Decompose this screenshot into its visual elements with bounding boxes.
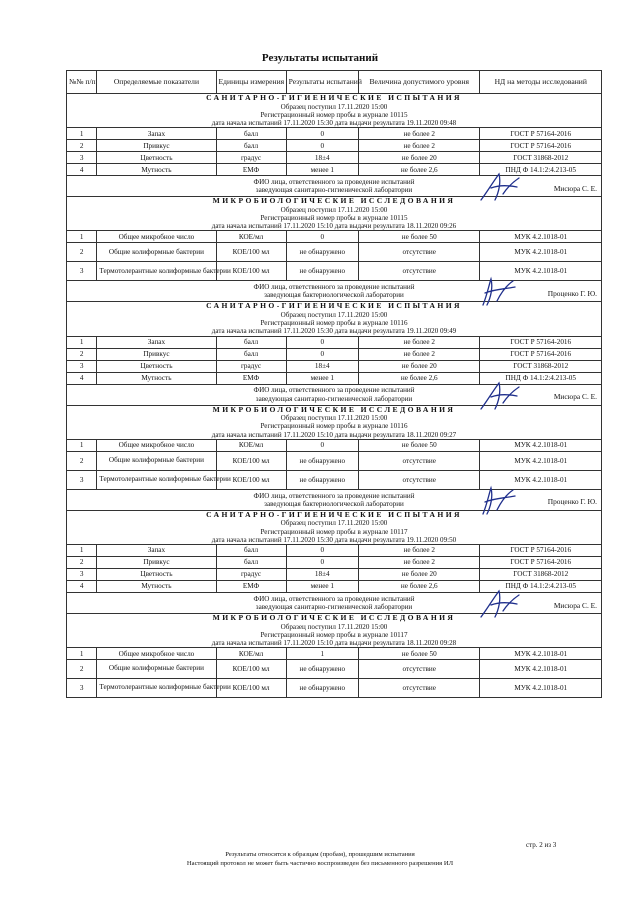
- cell-limit: не более 2,6: [359, 372, 480, 384]
- responsible-cell: [67, 384, 602, 405]
- cell-result: 0: [286, 439, 358, 451]
- section-header-cell: [67, 613, 602, 647]
- cell-unit: градус: [216, 152, 286, 164]
- header-method: НД на методы исследований: [480, 71, 602, 94]
- cell-indicator: Мутность: [97, 164, 216, 176]
- footer-line-2: Настоящий протокол не может быть частично воспроизведен без письменного разрешения ИЛ: [186, 859, 454, 867]
- cell-result: не обнаружено: [286, 470, 358, 489]
- cell-limit: отсутствие: [359, 679, 480, 698]
- section-header-cell: [67, 197, 602, 231]
- section-header-cell: [67, 302, 602, 336]
- cell-indicator: Общее микробное число: [97, 648, 216, 660]
- cell-result: менее 1: [286, 580, 358, 592]
- cell-unit: градус: [216, 568, 286, 580]
- cell-number: 2: [67, 243, 97, 262]
- section-header-cell: [67, 94, 602, 128]
- cell-limit: не более 50: [359, 648, 480, 660]
- cell-limit: отсутствие: [359, 243, 480, 262]
- cell-unit: КОЕ/мл: [216, 439, 286, 451]
- results-body: [67, 94, 602, 698]
- cell-method: МУК 4.2.1018-01: [480, 243, 602, 262]
- cell-limit: отсутствие: [359, 262, 480, 281]
- cell-result: 0: [286, 336, 358, 348]
- responsible-row: [67, 592, 602, 613]
- cell-unit: балл: [216, 556, 286, 568]
- responsible-name: Проценко Г. Ю.: [547, 497, 597, 507]
- header-unit: Единицы измерения: [216, 71, 286, 94]
- table-row: [67, 128, 602, 140]
- cell-unit: КОЕ/100 мл: [216, 470, 286, 489]
- footer: [0, 851, 640, 869]
- cell-number: 2: [67, 348, 97, 360]
- cell-limit: не более 20: [359, 568, 480, 580]
- section-title: САНИТАРНО-ГИГИЕНИЧЕСКИЕ ИСПЫТАНИЯ: [206, 301, 462, 311]
- cell-indicator: Привкус: [97, 556, 216, 568]
- responsible-row: [67, 281, 602, 302]
- cell-result: 0: [286, 231, 358, 243]
- cell-result: 18±4: [286, 152, 358, 164]
- cell-result: 0: [286, 556, 358, 568]
- cell-unit: КОЕ/100 мл: [216, 262, 286, 281]
- footer-line-1: Результаты относятся к образцам (пробам), прошедшим испытания: [225, 851, 415, 858]
- cell-method: ГОСТ 31868-2012: [480, 152, 602, 164]
- cell-indicator: Привкус: [97, 140, 216, 152]
- cell-limit: отсутствие: [359, 660, 480, 679]
- cell-result: 1: [286, 648, 358, 660]
- cell-number: 1: [67, 648, 97, 660]
- table-row: [67, 164, 602, 176]
- table-row: [67, 360, 602, 372]
- cell-indicator: Мутность: [97, 580, 216, 592]
- cell-unit: балл: [216, 128, 286, 140]
- cell-indicator: Цветность: [97, 568, 216, 580]
- cell-number: 3: [67, 568, 97, 580]
- cell-method: ГОСТ Р 57164-2016: [480, 336, 602, 348]
- section-title: МИКРОБИОЛОГИЧЕСКИЕ ИССЛЕДОВАНИЯ: [212, 196, 456, 206]
- sample-received: Образец поступил 17.11.2020 15:00: [280, 622, 388, 631]
- responsible-cell: [67, 489, 602, 510]
- registration-number: Регистрационный номер пробы в журнале 10115: [260, 214, 408, 223]
- cell-method: ГОСТ Р 57164-2016: [480, 544, 602, 556]
- sample-received: Образец поступил 17.11.2020 15:00: [280, 205, 388, 214]
- cell-unit: балл: [216, 336, 286, 348]
- cell-unit: балл: [216, 348, 286, 360]
- cell-method: ГОСТ Р 57164-2016: [480, 556, 602, 568]
- cell-result: 18±4: [286, 360, 358, 372]
- cell-unit: КОЕ/100 мл: [216, 451, 286, 470]
- cell-indicator: Запах: [97, 544, 216, 556]
- cell-unit: КОЕ/100 мл: [216, 660, 286, 679]
- section-title: САНИТАРНО-ГИГИЕНИЧЕСКИЕ ИСПЫТАНИЯ: [206, 509, 462, 519]
- test-dates: дата начала испытаний 17.11.2020 15:10 дата выдачи результата 18.11.2020 09:27: [211, 430, 457, 439]
- header-result: Результаты испытаний: [286, 71, 358, 94]
- cell-result: не обнаружено: [286, 660, 358, 679]
- cell-method: ПНД Ф 14.1:2:4.213-05: [480, 372, 602, 384]
- cell-number: 4: [67, 580, 97, 592]
- cell-method: ГОСТ Р 57164-2016: [480, 140, 602, 152]
- table-row: [67, 568, 602, 580]
- table-row: [67, 243, 602, 262]
- cell-indicator: Запах: [97, 128, 216, 140]
- cell-result: менее 1: [286, 164, 358, 176]
- registration-number: Регистрационный номер пробы в журнале 10117: [260, 527, 408, 536]
- cell-limit: не более 50: [359, 231, 480, 243]
- cell-method: МУК 4.2.1018-01: [480, 439, 602, 451]
- cell-method: МУК 4.2.1018-01: [480, 262, 602, 281]
- cell-unit: КОЕ/мл: [216, 231, 286, 243]
- header-indicator: Определяемые показатели: [97, 71, 216, 94]
- responsible-row: [67, 384, 602, 405]
- cell-method: МУК 4.2.1018-01: [480, 679, 602, 698]
- cell-indicator: Запах: [97, 336, 216, 348]
- cell-method: МУК 4.2.1018-01: [480, 470, 602, 489]
- section-header: [67, 613, 602, 647]
- cell-method: МУК 4.2.1018-01: [480, 451, 602, 470]
- cell-unit: КОЕ/мл: [216, 648, 286, 660]
- table-row: [67, 556, 602, 568]
- cell-number: 1: [67, 231, 97, 243]
- table-row: [67, 262, 602, 281]
- cell-number: 1: [67, 128, 97, 140]
- section-header-cell: [67, 405, 602, 439]
- sample-received: Образец поступил 17.11.2020 15:00: [280, 102, 388, 111]
- cell-unit: балл: [216, 140, 286, 152]
- cell-method: ГОСТ 31868-2012: [480, 360, 602, 372]
- test-dates: дата начала испытаний 17.11.2020 15:10 дата выдачи результата 18.11.2020 09:26: [211, 222, 457, 231]
- cell-method: МУК 4.2.1018-01: [480, 660, 602, 679]
- cell-number: 3: [67, 679, 97, 698]
- section-title: МИКРОБИОЛОГИЧЕСКИЕ ИССЛЕДОВАНИЯ: [212, 612, 456, 622]
- cell-limit: не более 2: [359, 544, 480, 556]
- cell-indicator: Привкус: [97, 348, 216, 360]
- cell-unit: КОЕ/100 мл: [216, 679, 286, 698]
- cell-indicator: Цветность: [97, 152, 216, 164]
- cell-result: менее 1: [286, 372, 358, 384]
- cell-number: 2: [67, 451, 97, 470]
- cell-result: не обнаружено: [286, 451, 358, 470]
- responsible-label: ФИО лица, ответственного за проведение испытаний: [253, 178, 415, 187]
- cell-method: ГОСТ 31868-2012: [480, 568, 602, 580]
- cell-number: 3: [67, 262, 97, 281]
- responsible-name: Мисюра С. Е.: [553, 392, 597, 402]
- cell-number: 2: [67, 556, 97, 568]
- table-row: [67, 140, 602, 152]
- registration-number: Регистрационный номер пробы в журнале 10116: [260, 319, 408, 328]
- cell-indicator: Общие колиформные бактерии: [97, 451, 216, 470]
- cell-indicator: Цветность: [97, 360, 216, 372]
- cell-limit: не более 2: [359, 556, 480, 568]
- registration-number: Регистрационный номер пробы в журнале 10117: [260, 630, 408, 639]
- cell-number: 2: [67, 140, 97, 152]
- cell-number: 4: [67, 372, 97, 384]
- cell-method: ГОСТ Р 57164-2016: [480, 128, 602, 140]
- cell-indicator: Термотолерантные колиформные бактерии: [97, 470, 216, 489]
- section-title: САНИТАРНО-ГИГИЕНИЧЕСКИЕ ИСПЫТАНИЯ: [206, 93, 462, 102]
- sample-received: Образец поступил 17.11.2020 15:00: [280, 414, 388, 423]
- test-dates: дата начала испытаний 17.11.2020 15:30 дата выдачи результата 19.11.2020 09:50: [211, 535, 457, 544]
- cell-indicator: Общие колиформные бактерии: [97, 660, 216, 679]
- responsible-cell: [67, 592, 602, 613]
- cell-limit: не более 2,6: [359, 580, 480, 592]
- page-title: Результаты испытаний: [261, 52, 379, 64]
- cell-limit: не более 2,6: [359, 164, 480, 176]
- cell-limit: не более 50: [359, 439, 480, 451]
- test-dates: дата начала испытаний 17.11.2020 15:30 дата выдачи результата 19.11.2020 09:49: [211, 327, 457, 336]
- test-dates: дата начала испытаний 17.11.2020 15:10 дата выдачи результата 18.11.2020 09:28: [211, 638, 457, 647]
- responsible-position: заведующая санитарно-гигиенической лаборатории: [255, 394, 413, 403]
- table-row: [67, 679, 602, 698]
- table-row: [67, 544, 602, 556]
- table-row: [67, 470, 602, 489]
- table-row: [67, 648, 602, 660]
- cell-unit: КОЕ/100 мл: [216, 243, 286, 262]
- cell-method: МУК 4.2.1018-01: [480, 231, 602, 243]
- cell-limit: не более 2: [359, 348, 480, 360]
- table-row: [67, 336, 602, 348]
- cell-result: не обнаружено: [286, 679, 358, 698]
- responsible-name: Проценко Г. Ю.: [547, 289, 597, 299]
- cell-unit: ЕМФ: [216, 164, 286, 176]
- responsible-row: [67, 176, 602, 197]
- responsible-position: заведующая санитарно-гигиенической лаборатории: [255, 602, 413, 611]
- cell-limit: отсутствие: [359, 451, 480, 470]
- table-row: [67, 372, 602, 384]
- results-table: [66, 70, 602, 698]
- section-header: [67, 405, 602, 439]
- table-row: [67, 451, 602, 470]
- table-header-row: [67, 71, 602, 94]
- cell-result: не обнаружено: [286, 262, 358, 281]
- cell-indicator: Мутность: [97, 372, 216, 384]
- cell-method: ПНД Ф 14.1:2:4.213-05: [480, 164, 602, 176]
- responsible-label: ФИО лица, ответственного за проведение испытаний: [253, 386, 415, 395]
- cell-result: не обнаружено: [286, 243, 358, 262]
- cell-unit: ЕМФ: [216, 372, 286, 384]
- cell-number: 2: [67, 660, 97, 679]
- responsible-position: заведующая санитарно-гигиенической лаборатории: [255, 186, 413, 195]
- sample-received: Образец поступил 17.11.2020 15:00: [280, 311, 388, 320]
- responsible-name: Мисюра С. Е.: [553, 183, 597, 193]
- header-limit: Величина допустимого уровня: [359, 71, 480, 94]
- cell-indicator: Термотолерантные колиформные бактерии: [97, 679, 216, 698]
- cell-indicator: Термотолерантные колиформные бактерии: [97, 262, 216, 281]
- cell-unit: градус: [216, 360, 286, 372]
- registration-number: Регистрационный номер пробы в журнале 10116: [260, 422, 408, 431]
- cell-result: 18±4: [286, 568, 358, 580]
- responsible-label: ФИО лица, ответственного за проведение испытаний: [253, 594, 415, 603]
- section-title: МИКРОБИОЛОГИЧЕСКИЕ ИССЛЕДОВАНИЯ: [212, 404, 456, 414]
- table-row: [67, 348, 602, 360]
- cell-number: 3: [67, 470, 97, 489]
- table-row: [67, 580, 602, 592]
- page-number: стр. 2 из 3: [526, 841, 557, 849]
- cell-limit: не более 20: [359, 152, 480, 164]
- table-row: [67, 660, 602, 679]
- cell-indicator: Общие колиформные бактерии: [97, 243, 216, 262]
- section-header: [67, 510, 602, 544]
- section-header: [67, 302, 602, 336]
- section-header: [67, 94, 602, 128]
- responsible-label: ФИО лица, ответственного за проведение испытаний: [253, 491, 415, 500]
- cell-method: ПНД Ф 14.1:2:4.213-05: [480, 580, 602, 592]
- cell-unit: ЕМФ: [216, 580, 286, 592]
- cell-number: 1: [67, 544, 97, 556]
- registration-number: Регистрационный номер пробы в журнале 10115: [260, 110, 408, 119]
- table-row: [67, 439, 602, 451]
- responsible-position: заведующая бактериологической лаборатории: [264, 499, 404, 508]
- cell-indicator: Общее микробное число: [97, 231, 216, 243]
- cell-result: 0: [286, 128, 358, 140]
- cell-indicator: Общее микробное число: [97, 439, 216, 451]
- header-number: №№ п/п: [67, 71, 97, 94]
- responsible-position: заведующая бактериологической лаборатории: [264, 291, 404, 300]
- table-row: [67, 231, 602, 243]
- responsible-row: [67, 489, 602, 510]
- cell-result: 0: [286, 140, 358, 152]
- cell-number: 4: [67, 164, 97, 176]
- cell-result: 0: [286, 544, 358, 556]
- cell-method: ГОСТ Р 57164-2016: [480, 348, 602, 360]
- cell-limit: отсутствие: [359, 470, 480, 489]
- cell-result: 0: [286, 348, 358, 360]
- cell-limit: не более 2: [359, 140, 480, 152]
- cell-number: 1: [67, 336, 97, 348]
- section-header: [67, 197, 602, 231]
- section-header-cell: [67, 510, 602, 544]
- responsible-cell: [67, 281, 602, 302]
- cell-unit: балл: [216, 544, 286, 556]
- responsible-name: Мисюра С. Е.: [553, 600, 597, 610]
- responsible-cell: [67, 176, 602, 197]
- cell-limit: не более 2: [359, 128, 480, 140]
- cell-number: 1: [67, 439, 97, 451]
- cell-number: 3: [67, 152, 97, 164]
- cell-number: 3: [67, 360, 97, 372]
- cell-limit: не более 2: [359, 336, 480, 348]
- responsible-label: ФИО лица, ответственного за проведение испытаний: [253, 283, 415, 292]
- table-row: [67, 152, 602, 164]
- sample-received: Образец поступил 17.11.2020 15:00: [280, 519, 388, 528]
- test-dates: дата начала испытаний 17.11.2020 15:30 дата выдачи результата 19.11.2020 09:48: [211, 119, 457, 128]
- cell-limit: не более 20: [359, 360, 480, 372]
- cell-method: МУК 4.2.1018-01: [480, 648, 602, 660]
